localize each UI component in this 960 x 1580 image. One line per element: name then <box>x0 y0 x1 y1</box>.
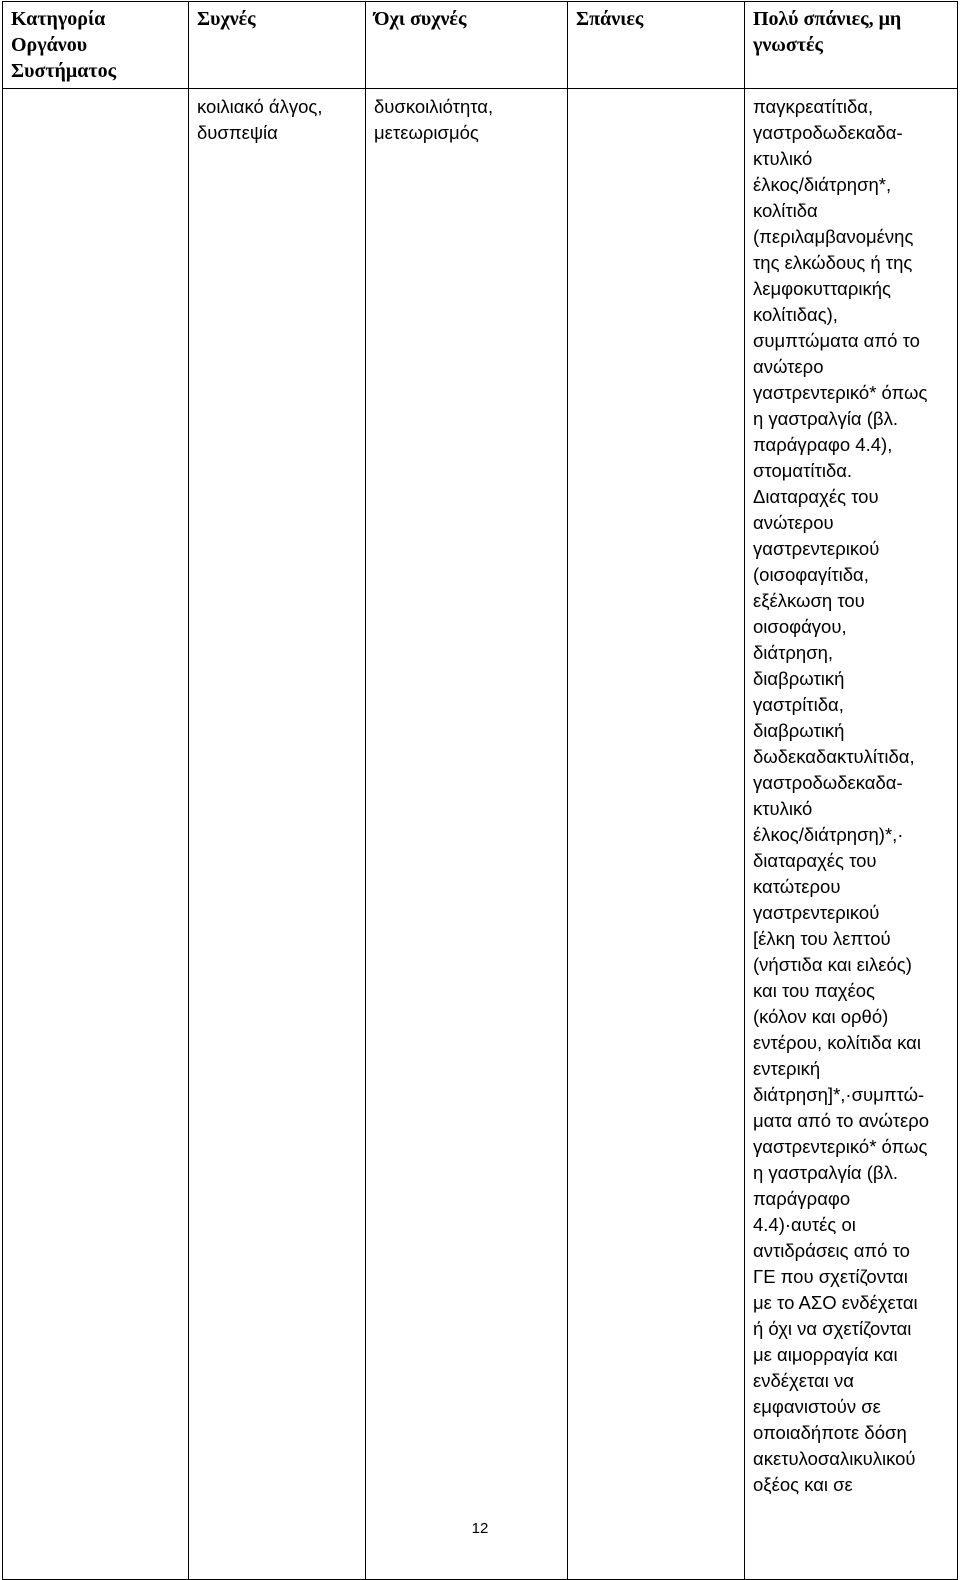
cell-line: κτυλικό <box>753 148 813 169</box>
cell-line: ματα από το ανώτερο <box>753 1110 930 1131</box>
cell-organ-class <box>3 89 189 1580</box>
cell-line: διάτρηση, <box>753 642 834 663</box>
cell-line: γαστροδωδεκαδα- <box>753 122 903 143</box>
adverse-reactions-table <box>2 1 958 1580</box>
cell-line: κοιλιακό άλγος, <box>197 96 323 117</box>
cell-line: παράγραφο 4.4), <box>753 434 893 455</box>
cell-line: της ελκώδους ή της <box>753 252 913 273</box>
header-organ-class <box>3 2 189 89</box>
cell-line: διαβρωτική <box>753 720 845 741</box>
cell-line: ενδέχεται να <box>753 1370 854 1391</box>
cell-line: γαστρεντερικό* όπως <box>753 382 928 403</box>
cell-line: Διαταραχές του <box>753 486 879 507</box>
cell-line: ΓΕ που σχετίζονται <box>753 1266 908 1287</box>
table-header-row <box>3 2 958 89</box>
cell-line: ανώτερου <box>753 512 834 533</box>
cell-line: εμφανιστούν σε <box>753 1396 881 1417</box>
cell-line: 4.4)·αυτές οι <box>753 1214 856 1235</box>
cell-line: δυσκοιλιότητα, <box>374 96 494 117</box>
cell-line: κατώτερου <box>753 876 841 897</box>
header-uncommon <box>366 2 568 89</box>
cell-line: στοματίτιδα. <box>753 460 853 481</box>
cell-line: γαστροδωδεκαδα- <box>753 772 903 793</box>
cell-line: εντερική <box>753 1058 821 1079</box>
cell-line: οισοφάγου, <box>753 616 847 637</box>
cell-line: και του παχέος <box>753 980 875 1001</box>
cell-rare <box>568 89 745 1580</box>
cell-line: έλκος/διάτρηση)*,· <box>753 824 904 845</box>
cell-line: (κόλον και ορθό) <box>753 1006 889 1027</box>
cell-line: εξέλκωση του <box>753 590 865 611</box>
cell-line: διάτρηση]*,·συμπτώ- <box>753 1084 925 1105</box>
cell-line: αντιδράσεις από το <box>753 1240 910 1261</box>
cell-line: δωδεκαδακτυλίτιδα, <box>753 746 915 767</box>
cell-line: έλκος/διάτρηση*, <box>753 174 892 195</box>
cell-line: [έλκη του λεπτού <box>753 928 891 949</box>
cell-line: λεμφοκυτταρικής <box>753 278 891 299</box>
cell-line: γαστρεντερικό* όπως <box>753 1136 928 1157</box>
cell-line: εντέρου, κολίτιδα και <box>753 1032 921 1053</box>
cell-line: δυσπεψία <box>197 122 278 143</box>
header-line: γνωστές <box>753 34 823 56</box>
header-line: Κατηγορία <box>11 8 106 30</box>
cell-line: συμπτώματα από το <box>753 330 920 351</box>
cell-line: γαστρεντερικού <box>753 902 880 923</box>
cell-uncommon <box>366 89 568 1580</box>
cell-line: οξέος και σε <box>753 1474 853 1495</box>
cell-line: η γαστραλγία (βλ. <box>753 408 898 429</box>
cell-line: με το ΑΣΟ ενδέχεται <box>753 1292 918 1313</box>
header-line: Σπάνιες <box>576 8 644 30</box>
cell-line: διαταραχές του <box>753 850 877 871</box>
cell-line: γαστρίτιδα, <box>753 694 844 715</box>
cell-line: διαβρωτική <box>753 668 845 689</box>
cell-line: μετεωρισμός <box>374 122 479 143</box>
page-number: 12 <box>471 1520 489 1537</box>
cell-line: (νήστιδα και ειλεός) <box>753 954 912 975</box>
header-line: Οργάνου <box>11 34 88 56</box>
cell-line: (περιλαμβανομένης <box>753 226 914 247</box>
header-rare <box>568 2 745 89</box>
header-very-rare <box>745 2 958 89</box>
header-line: Συχνές <box>197 8 256 30</box>
table-row <box>3 89 958 1580</box>
header-line: Συστήματος <box>11 60 117 82</box>
header-line: Όχι συχνές <box>374 8 467 30</box>
cell-common <box>189 89 366 1580</box>
cell-line: ανώτερο <box>753 356 824 377</box>
header-line: Πολύ σπάνιες, μη <box>753 8 902 30</box>
cell-very-rare <box>745 89 958 1580</box>
cell-line: με αιμορραγία και <box>753 1344 898 1365</box>
cell-line: παράγραφο <box>753 1188 851 1209</box>
cell-line: η γαστραλγία (βλ. <box>753 1162 898 1183</box>
cell-line: ακετυλοσαλικυλικού <box>753 1448 916 1469</box>
cell-line: οποιαδήποτε δόση <box>753 1422 907 1443</box>
cell-line: ή όχι να σχετίζονται <box>753 1318 912 1339</box>
cell-line: κολίτιδας), <box>753 304 838 325</box>
header-common <box>189 2 366 89</box>
cell-line: κτυλικό <box>753 798 813 819</box>
cell-line: κολίτιδα <box>753 200 818 221</box>
cell-line: παγκρεατίτιδα, <box>753 96 874 117</box>
cell-line: γαστρεντερικού <box>753 538 880 559</box>
cell-line: (οισοφαγίτιδα, <box>753 564 869 585</box>
